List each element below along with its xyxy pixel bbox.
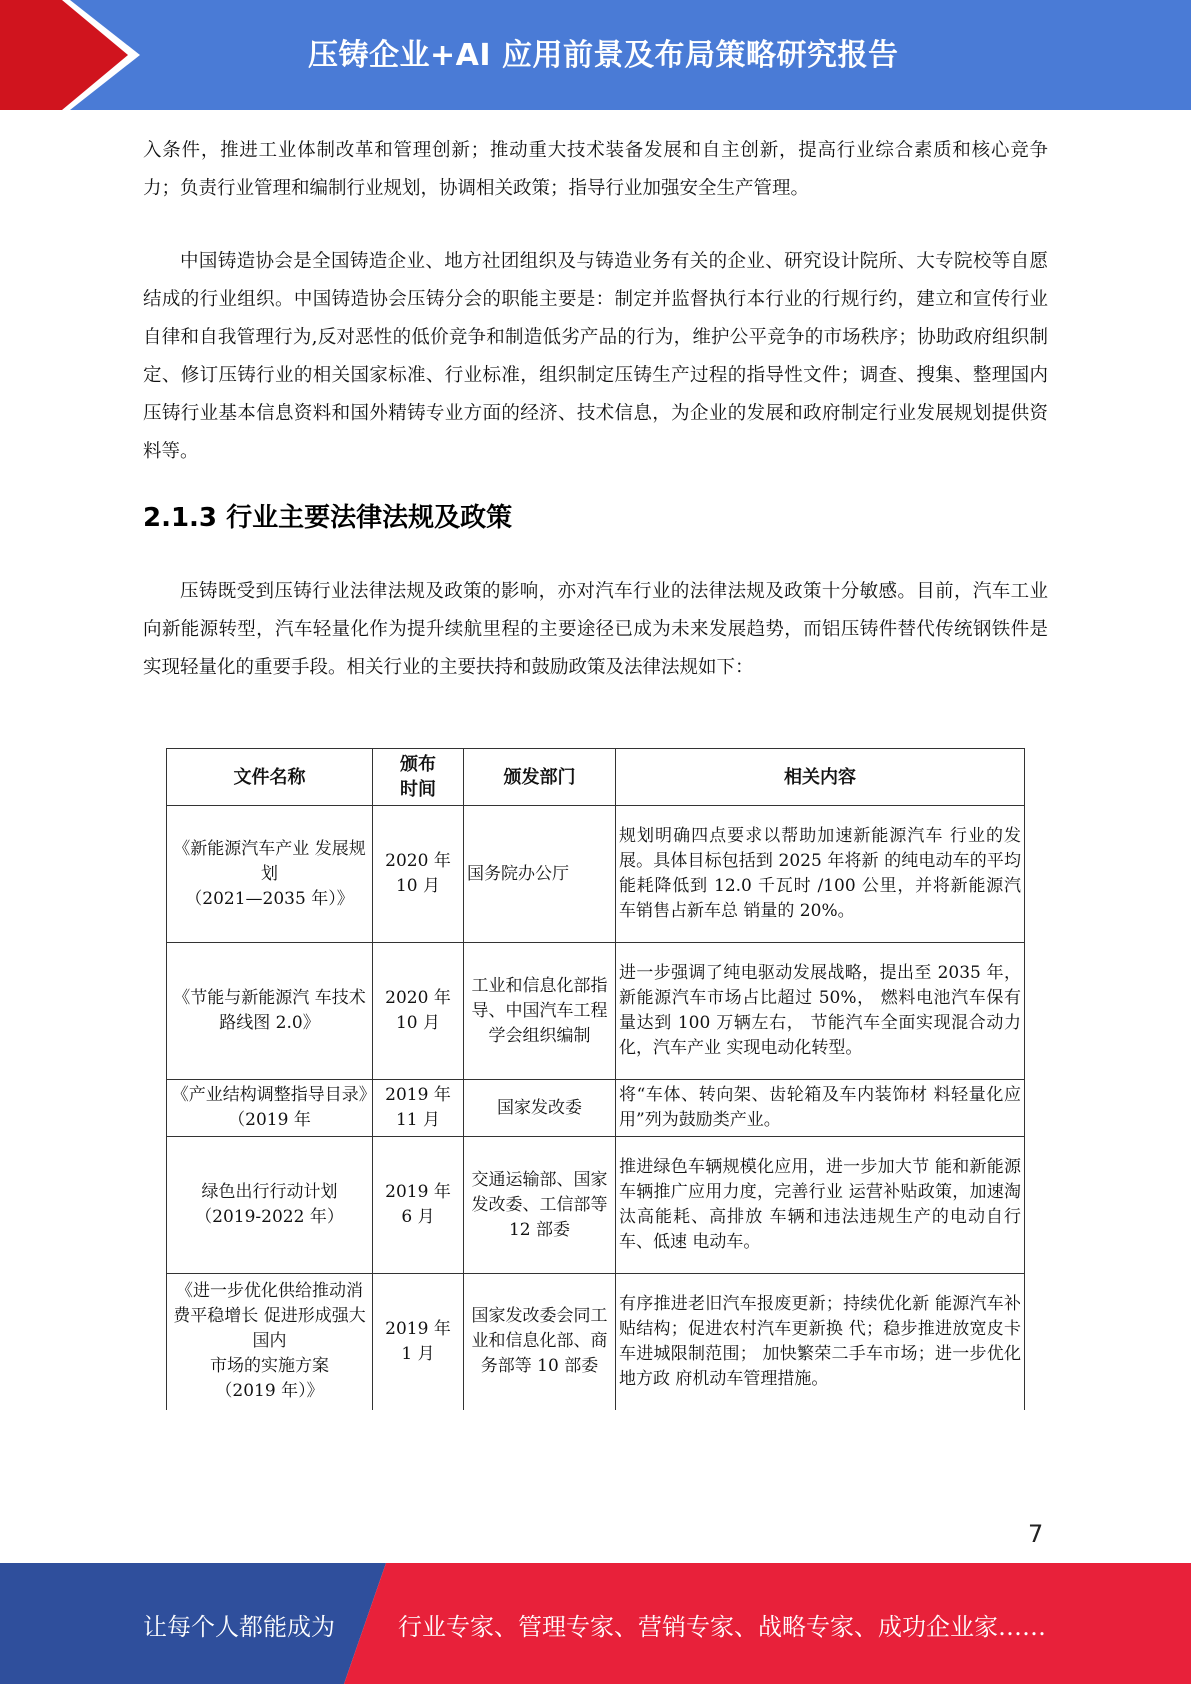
page-footer (0, 1563, 1191, 1684)
cell-issue-date-text: 2019 年 6 月 (385, 1182, 451, 1227)
table-row (167, 1274, 1025, 1410)
column-header-date-text: 颁布 时间 (400, 754, 436, 800)
cell-document-name (167, 1274, 373, 1410)
cell-department (464, 1137, 616, 1274)
cell-content: 推进绿色车辆规模化应用，进一步加大节 能和新能源车辆推广应用力度，完善行业 运营补贴政策，加速淘汰高能耗、高排放 车辆和违法违规生产的电动自行车、低速 电动车。 (616, 1137, 1025, 1274)
paragraph-policy-intro: 压铸既受到压铸行业法律法规及政策的影响，亦对汽车行业的法律法规及政策十分敏感。目前，汽车工业向新能源转型，汽车轻量化作为提升续航里程的主要途径已成为未来发展趋势，而铝压铸件替代传统钢铁件是实现轻量化的重要手段。相关行业的主要扶持和鼓励政策及法律法规如下： (143, 581, 1048, 678)
footer-slogan-right: 行业专家、管理专家、营销专家、战略专家、成功企业家…… (398, 1613, 1046, 1641)
table-header-row (167, 749, 1025, 806)
cell-content: 将“车体、转向架、齿轮箱及车内装饰材 料轻量化应用”列为鼓励类产业。 (616, 1080, 1025, 1137)
cell-document-name-text: 《产业结构调整指导目录》（2019 年 (171, 1085, 368, 1130)
cell-issue-date (373, 1274, 464, 1410)
cell-department: 国家发改委会同工业和信息化部、商务部等 10 部委 (464, 1274, 616, 1410)
footer-slogan-left: 让每个人都能成为 (143, 1613, 335, 1641)
cell-document-name: 《节能与新能源汽 车技术路线图 2.0》 (167, 943, 373, 1080)
cell-issue-date (373, 1137, 464, 1274)
report-title: 压铸企业+AI 应用前景及布局策略研究报告 (308, 38, 899, 73)
paragraph-association: 中国铸造协会是全国铸造企业、地方社团组织及与铸造业务有关的企业、研究设计院所、大专院校等自愿结成的行业组织。中国铸造协会压铸分会的职能主要是：制定并监督执行本行业的行规行约，建立和宣传行业自律和自我管理行为,反对恶性的低价竞争和制造低劣产品的行为，维护公平竞争的市场秩序；协助政府组织制定、修订压铸行业的相关国家标准、行业标准，组织制定压铸生产过程的指导性文件；调查、搜集、整理国内压铸行业基本信息资料和国外精铸专业方面的经济、技术信息，为企业的发展和政府制定行业发展规划提供资料等。 (143, 251, 1048, 462)
section-heading: 2.1.3 行业主要法律法规及政策 (143, 503, 513, 533)
cell-issue-date (373, 806, 464, 943)
policy-table (166, 748, 1025, 1410)
cell-document-name (167, 806, 373, 943)
cell-issue-date-text: 2019 年 11 月 (385, 1085, 451, 1130)
table-row (167, 806, 1025, 943)
column-header-name: 文件名称 (167, 749, 373, 806)
cell-issue-date (373, 943, 464, 1080)
page-header (0, 0, 1191, 110)
paragraph-ministry-duties: 入条件，推进工业体制改革和管理创新；推动重大技术装备发展和自主创新，提高行业综合素质和核心竞争力；负责行业管理和编制行业规划，协调相关政策；指导行业加强安全生产管理。 (143, 140, 1048, 199)
cell-issue-date-text: 2020 年 10 月 (385, 851, 451, 896)
cell-department: 国务院办公厅 (464, 806, 616, 943)
cell-document-name-text: 《新能源汽车产业 发展规划 （2021—2035 年）》 (173, 838, 366, 909)
column-header-dept: 颁发部门 (464, 749, 616, 806)
column-header-date (373, 749, 464, 806)
column-header-content: 相关内容 (616, 749, 1025, 806)
cell-department: 国家发改委 (464, 1080, 616, 1137)
cell-issue-date-text: 2019 年 1 月 (385, 1318, 451, 1364)
cell-issue-date-text: 2020 年 10 月 (385, 988, 451, 1033)
cell-content: 规划明确四点要求以帮助加速新能源汽车 行业的发展。具体目标包括到 2025 年将新 的纯电动车的平均能耗降低到 12.0 千瓦时 /100 公里，并将新能源汽车销售占新车总 销量的 20%。 (616, 806, 1025, 943)
table-row (167, 1137, 1025, 1274)
cell-document-name-text: 《进一步优化供给推动消费平稳增长 促进形成强大国内 市场的实施方案 （2019 年）》 (173, 1281, 366, 1402)
cell-issue-date (373, 1080, 464, 1137)
cell-content: 有序推进老旧汽车报废更新；持续优化新 能源汽车补贴结构；促进农村汽车更新换 代；稳步推进放宽皮卡车进城限制范围； 加快繁荣二手车市场；进一步优化地方政 府机动车管理措施。 (616, 1274, 1025, 1410)
table-row (167, 1080, 1025, 1137)
page-number: 7 (1028, 1520, 1044, 1548)
cell-department: 工业和信息化部指导、中国汽车工程学会组织编制 (464, 943, 616, 1080)
cell-document-name (167, 1080, 373, 1137)
cell-content: 进一步强调了纯电驱动发展战略，提出至 2035 年，新能源汽车市场占比超过 50%， 燃料电池汽车保有量达到 100 万辆左右， 节能汽车全面实现混合动力化，汽车产业 实现电动化转型。 (616, 943, 1025, 1080)
cell-document-name-text: 绿色出行行动计划 （2019-2022 年） (195, 1182, 344, 1227)
table-row (167, 943, 1025, 1080)
cell-department-text: 交通运输部、国家发改委、工信部等 12 部委 (471, 1169, 608, 1240)
cell-document-name (167, 1137, 373, 1274)
